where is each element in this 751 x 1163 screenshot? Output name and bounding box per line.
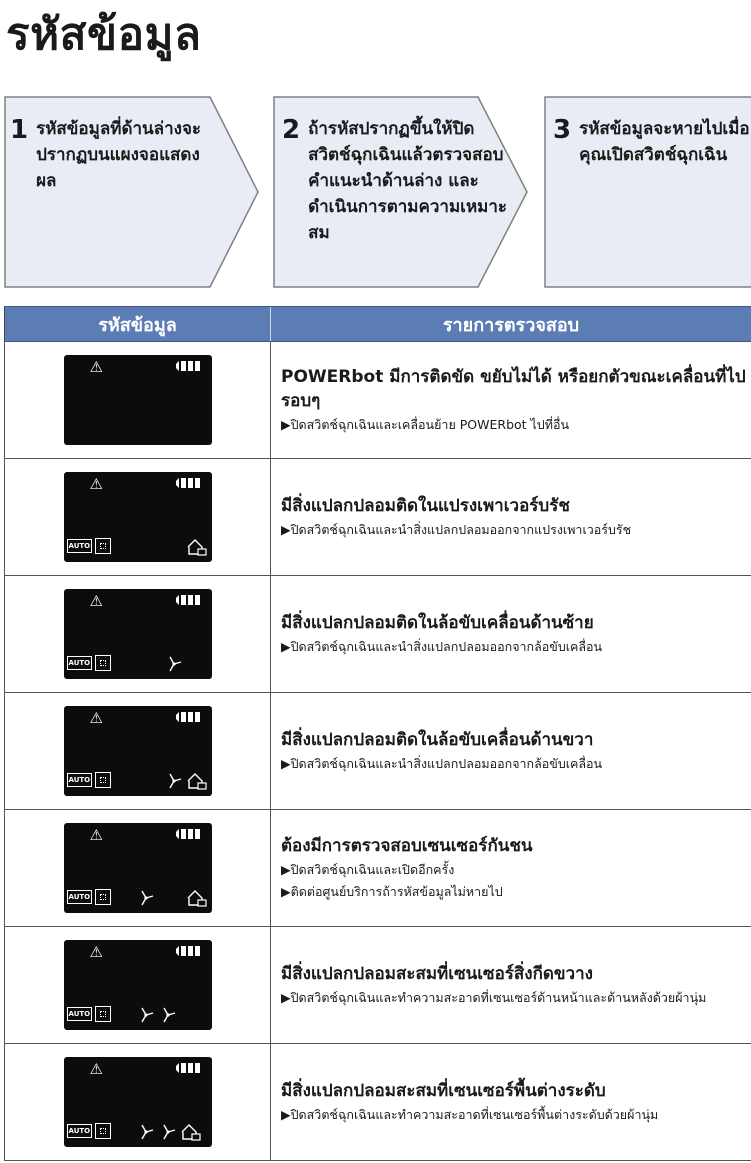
header-code: รหัสข้อมูล — [4, 307, 271, 341]
step-1 — [10, 116, 210, 194]
problem-description: มีสิ่งแปลกปลอมติดในล้อขับเคลื่อนด้านขวา — [281, 730, 594, 750]
battery-icon — [176, 945, 200, 957]
problem-description: มีสิ่งแปลกปลอมสะสมที่เซนเซอร์พื้นต่างระดับ — [281, 1081, 606, 1101]
action-instruction: ▶ปิดสวิตช์ฉุกเฉินและทำความสะอาดที่เซนเซอร์ด้านหน้าและด้านหลังด้วยผ้านุ่ม — [281, 990, 707, 1005]
battery-icon — [176, 828, 200, 840]
problem-description: มีสิ่งแปลกปลอมสะสมที่เซนเซอร์สิ่งกีดขวาง — [281, 964, 593, 984]
problem-description: ต้องมีการตรวจสอบเซนเซอร์กันชน — [281, 836, 533, 856]
code-cell — [5, 459, 271, 575]
code-cell — [5, 810, 271, 926]
action-instruction: ▶ปิดสวิตช์ฉุกเฉินและทำความสะอาดที่เซนเซอร์พื้นต่างระดับด้วยผ้านุ่ม — [281, 1107, 659, 1122]
warning-icon: ⚠ — [89, 592, 103, 610]
display-screen — [64, 1057, 212, 1147]
auto-mode-icon: AUTO — [67, 1007, 93, 1021]
display-screen — [64, 355, 212, 445]
step-3-text: รหัสข้อมูลจะหายไปเมื่อคุณเปิดสวิตช์ฉุกเฉิน — [579, 119, 750, 165]
right-wheel-icon — [158, 1123, 178, 1141]
warning-icon: ⚠ — [89, 358, 103, 376]
battery-icon — [176, 1062, 200, 1074]
step-3 — [553, 116, 751, 168]
spot-mode-icon — [95, 655, 111, 671]
code-cell — [5, 1044, 271, 1160]
check-cell — [271, 693, 751, 809]
warning-icon: ⚠ — [89, 475, 103, 493]
action-instruction: ▶ปิดสวิตช์ฉุกเฉินและนำสิ่งแปลกปลอมออกจากล้อขับเคลื่อน — [281, 639, 603, 654]
warning-icon: ⚠ — [89, 1060, 103, 1078]
action-instruction: ▶ปิดสวิตช์ฉุกเฉินและเปิดอีกครั้ง — [281, 862, 455, 877]
check-cell — [271, 927, 751, 1043]
action-instruction: ▶ปิดสวิตช์ฉุกเฉินและนำสิ่งแปลกปลอมออกจากล้อขับเคลื่อน — [281, 756, 603, 771]
step-1-number: 1 — [10, 115, 29, 145]
right-wheel-icon — [164, 772, 184, 790]
spot-mode-icon — [95, 1123, 111, 1139]
code-cell — [5, 576, 271, 692]
auto-mode-icon: AUTO — [67, 539, 93, 553]
page-title: รหัสข้อมูล — [6, 9, 202, 60]
table-row — [4, 459, 751, 576]
problem-description: มีสิ่งแปลกปลอมติดในล้อขับเคลื่อนด้านซ้าย — [281, 613, 594, 633]
display-screen — [64, 589, 212, 679]
action-instruction: ▶ติดต่อศูนย์บริการถ้ารหัสข้อมูลไม่หายไป — [281, 884, 503, 899]
battery-icon — [176, 711, 200, 723]
right-wheel-icon — [158, 1006, 178, 1024]
check-cell — [271, 342, 751, 458]
check-cell — [271, 576, 751, 692]
spot-mode-icon — [95, 889, 111, 905]
spot-mode-icon — [95, 1006, 111, 1022]
auto-mode-icon: AUTO — [67, 1124, 93, 1138]
home-icon — [186, 772, 208, 790]
table-row — [4, 342, 751, 459]
table-row — [4, 693, 751, 810]
table-body — [4, 342, 751, 1161]
table-header — [4, 306, 751, 342]
steps-flow — [0, 96, 751, 289]
home-icon — [186, 538, 208, 556]
check-cell — [271, 459, 751, 575]
left-wheel-icon — [136, 1123, 156, 1141]
step-1-text: รหัสข้อมูลที่ด้านล่างจะปรากฏบนแผงจอแสดงผล — [36, 119, 202, 191]
action-instruction: ▶ปิดสวิตช์ฉุกเฉินและนำสิ่งแปลกปลอมออกจากแปรงเพาเวอร์บรัช — [281, 522, 632, 537]
display-screen — [64, 472, 212, 562]
battery-icon — [176, 477, 200, 489]
info-codes-table — [4, 306, 751, 1161]
spot-mode-icon — [95, 772, 111, 788]
check-cell — [271, 810, 751, 926]
table-row — [4, 576, 751, 693]
table-row — [4, 927, 751, 1044]
problem-description: POWERbot มีการติดขัด ขยับไม่ได้ หรือยกตัวขณะเคลื่อนที่ไปรอบๆ — [281, 367, 746, 411]
code-cell — [5, 927, 271, 1043]
battery-icon — [176, 360, 200, 372]
warning-icon: ⚠ — [89, 709, 103, 727]
home-icon — [180, 1123, 202, 1141]
code-cell — [5, 342, 271, 458]
code-cell — [5, 693, 271, 809]
display-screen — [64, 823, 212, 913]
home-icon — [186, 889, 208, 907]
header-check: รายการตรวจสอบ — [442, 314, 580, 336]
step-2-text: ถ้ารหัสปรากฏขึ้นให้ปิดสวิตช์ฉุกเฉินแล้วตรวจสอบคำแนะนำด้านล่าง และดำเนินการตามความเหมาะสม — [308, 119, 508, 243]
display-screen — [64, 706, 212, 796]
auto-mode-icon: AUTO — [67, 773, 93, 787]
auto-mode-icon: AUTO — [67, 890, 93, 904]
table-row — [4, 810, 751, 927]
display-screen — [64, 940, 212, 1030]
step-3-number: 3 — [553, 115, 572, 145]
auto-mode-icon: AUTO — [67, 656, 93, 670]
warning-icon: ⚠ — [89, 826, 103, 844]
table-row — [4, 1044, 751, 1161]
step-2-number: 2 — [282, 115, 301, 145]
warning-icon: ⚠ — [89, 943, 103, 961]
left-wheel-icon — [136, 889, 156, 907]
problem-description: มีสิ่งแปลกปลอมติดในแปรงเพาเวอร์บรัช — [281, 496, 570, 516]
check-cell — [271, 1044, 751, 1160]
left-wheel-icon — [136, 1006, 156, 1024]
right-wheel-icon — [164, 655, 184, 673]
step-2 — [282, 116, 512, 246]
action-instruction: ▶ปิดสวิตช์ฉุกเฉินและเคลื่อนย้าย POWERbot ไปที่อื่น — [281, 417, 570, 432]
battery-icon — [176, 594, 200, 606]
spot-mode-icon — [95, 538, 111, 554]
